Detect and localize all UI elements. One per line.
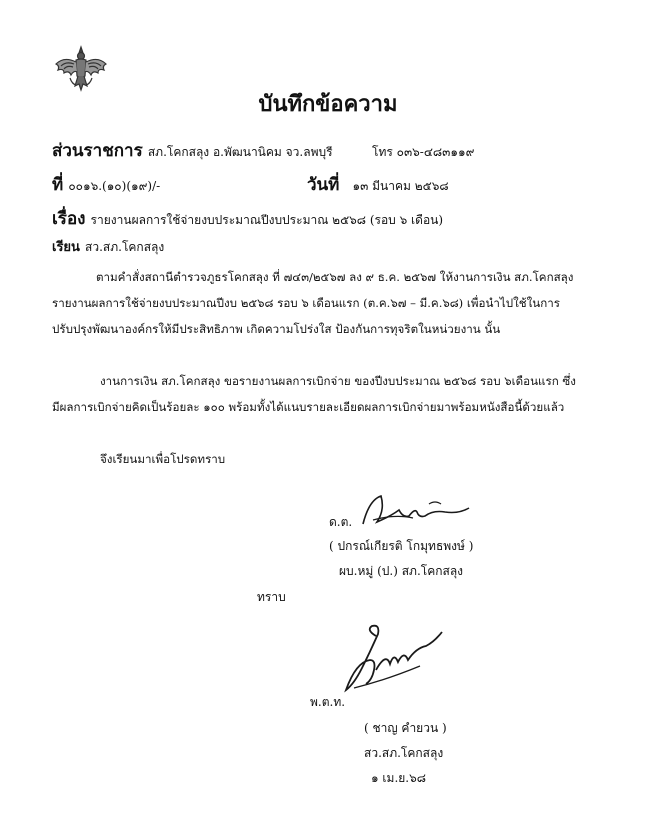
signer2-rank: พ.ต.ท. bbox=[310, 695, 346, 709]
agency-value: สภ.โคกสลุง อ.พัฒนานิคม จว.ลพบุรี bbox=[147, 145, 333, 159]
date-value: ๑๓ มีนาคม ๒๕๖๘ bbox=[352, 179, 449, 193]
closing-line: จึงเรียนมาเพื่อโปรดทราบ bbox=[100, 452, 226, 466]
signer1-name: ( ปกรณ์เกียรติ โกมุทธพงษ์ ) bbox=[329, 539, 474, 553]
paragraph-2-line-1: งานการเงิน สภ.โคกสลุง ขอรายงานผลการเบิกจ่าย ของปีงบประมาณ ๒๕๖๘ รอบ ๖เดือนแรก ซึ่ง bbox=[100, 374, 576, 388]
signer2-date: ๑ เม.ย.๖๘ bbox=[371, 771, 426, 785]
signer1-position: ผบ.หมู่ (ป.) สภ.โคกสลุง bbox=[339, 564, 464, 578]
signer1-rank: ด.ต. bbox=[329, 515, 353, 529]
ref-label: ที่ bbox=[52, 175, 64, 195]
signer2-position: สว.สภ.โคกสลุง bbox=[364, 746, 444, 760]
phone-number: โทร ๐๓๖-๔๘๓๑๑๙ bbox=[372, 145, 475, 159]
ref-value: ๐๐๑๖.(๑๐)(๑๙)/- bbox=[68, 179, 161, 193]
signer2-name: ( ชาญ คำยวน ) bbox=[364, 721, 447, 735]
date-label: วันที่ bbox=[307, 175, 340, 195]
signer2-signature bbox=[346, 626, 442, 690]
signer1-signature bbox=[355, 490, 475, 530]
to-label: เรียน bbox=[52, 240, 80, 255]
paragraph-1-line-3: ปรับปรุงพัฒนาองค์กรให้มีประสิทธิภาพ เกิดความโปร่งใส ป้องกันการทุจริตในหน่วยงาน นั้น bbox=[52, 322, 501, 336]
subject-label: เรื่อง bbox=[52, 209, 86, 229]
paragraph-2-line-2: มีผลการเบิกจ่ายคิดเป็นร้อยละ ๑๐๐ พร้อมทั้งได้แนบรายละเอียดผลการเบิกจ่ายมาพร้อมหนังสือนี้ด้วยแล้ว bbox=[52, 400, 565, 414]
acknowledge-label: ทราบ bbox=[257, 590, 286, 604]
paragraph-1-line-2: รายงานผลการใช้จ่ายงบประมาณปีงบ ๒๕๖๘ รอบ ๖ เดือนแรก (ต.ค.๖๗ – มี.ค.๖๘) เพื่อนำไปใช้ในการ bbox=[52, 296, 560, 310]
agency-label: ส่วนราชการ bbox=[52, 141, 143, 161]
paragraph-1-line-1: ตามคำสั่งสถานีตำรวจภูธรโคกสลุง ที่ ๗๔๓/๒๕๖๗ ลง ๙ ธ.ค. ๒๕๖๗ ให้งานการเงิน สภ.โคกสลุง bbox=[96, 270, 574, 284]
memo-title: บันทึกข้อความ bbox=[258, 91, 398, 117]
subject-value: รายงานผลการใช้จ่ายงบประมาณปีงบประมาณ ๒๕๖๘ (รอบ ๖ เดือน) bbox=[90, 213, 444, 227]
to-value: สว.สภ.โคกสลุง bbox=[85, 240, 165, 254]
